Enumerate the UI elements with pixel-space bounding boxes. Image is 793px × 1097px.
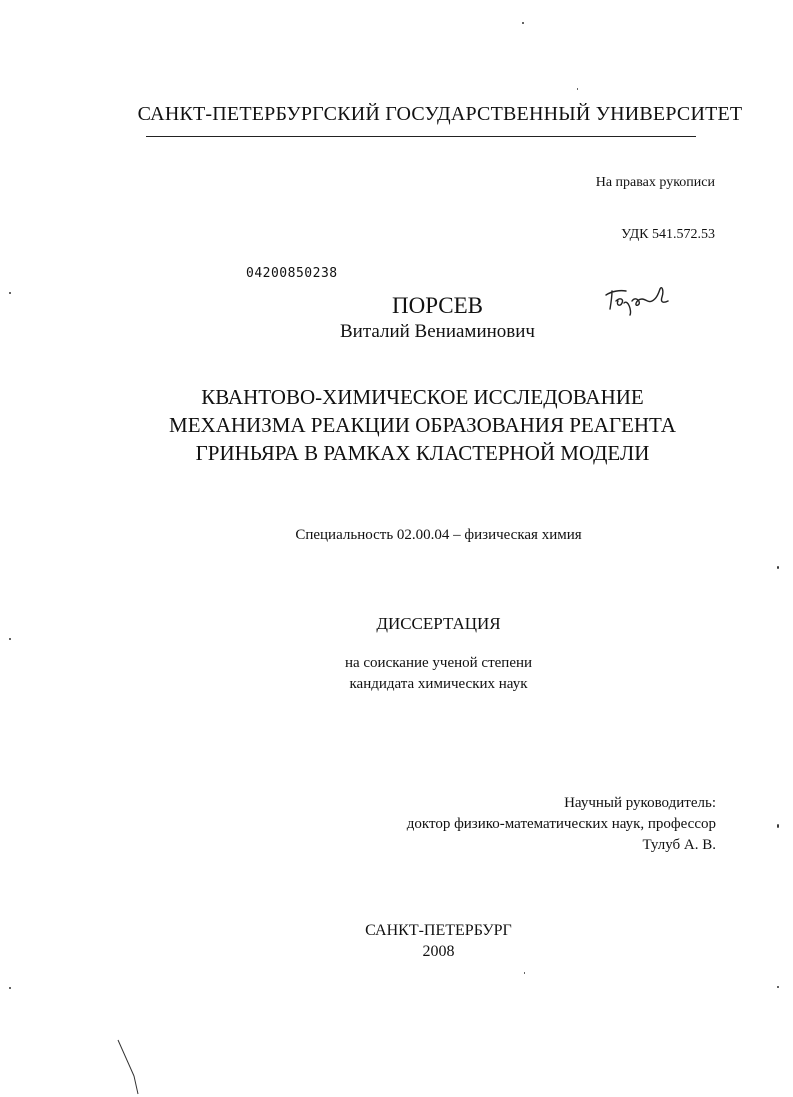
supervisor-title: доктор физико-математических наук, профессор [406, 816, 716, 832]
udk-code: УДК 541.572.53 [621, 227, 715, 242]
handwritten-signature [602, 281, 672, 317]
scan-speck [9, 638, 11, 640]
scan-speck [522, 22, 524, 24]
title-line-1: КВАНТОВО-ХИМИЧЕСКОЕ ИССЛЕДОВАНИЕ [201, 385, 644, 409]
supervisor-name: Тулуб А. В. [642, 837, 716, 853]
scan-speck [777, 824, 779, 828]
scan-speck [577, 88, 578, 90]
title-line-3: ГРИНЬЯРА В РАМКАХ КЛАСТЕРНОЙ МОДЕЛИ [195, 441, 650, 465]
scan-speck [524, 972, 525, 974]
header-rule [146, 136, 696, 137]
author-given-names: Виталий Вениаминович [340, 321, 535, 342]
scan-speck [777, 986, 779, 988]
inventory-number-stamp: 04200850238 [246, 266, 338, 281]
author-surname: ПОРСЕВ [391, 293, 484, 318]
degree-line-1: на соискание ученой степени [344, 655, 533, 671]
supervisor-role: Научный руководитель: [564, 795, 716, 811]
year: 2008 [422, 943, 455, 960]
specialty: Специальность 02.00.04 – физическая химия [295, 527, 582, 543]
document-type: ДИССЕРТАЦИЯ [376, 614, 501, 633]
scan-speck [9, 292, 11, 294]
title-line-2: МЕХАНИЗМА РЕАКЦИИ ОБРАЗОВАНИЯ РЕАГЕНТА [169, 413, 676, 437]
university-name: САНКТ-ПЕТЕРБУРГСКИЙ ГОСУДАРСТВЕННЫЙ УНИВЕРСИТЕТ [137, 103, 743, 125]
scan-speck [777, 566, 779, 569]
degree-line-2: кандидата химических наук [349, 676, 528, 692]
rights-note: На правах рукописи [595, 175, 715, 190]
scan-speck [9, 987, 11, 989]
scan-stroke [112, 1036, 152, 1096]
city: САНКТ-ПЕТЕРБУРГ [365, 922, 512, 939]
